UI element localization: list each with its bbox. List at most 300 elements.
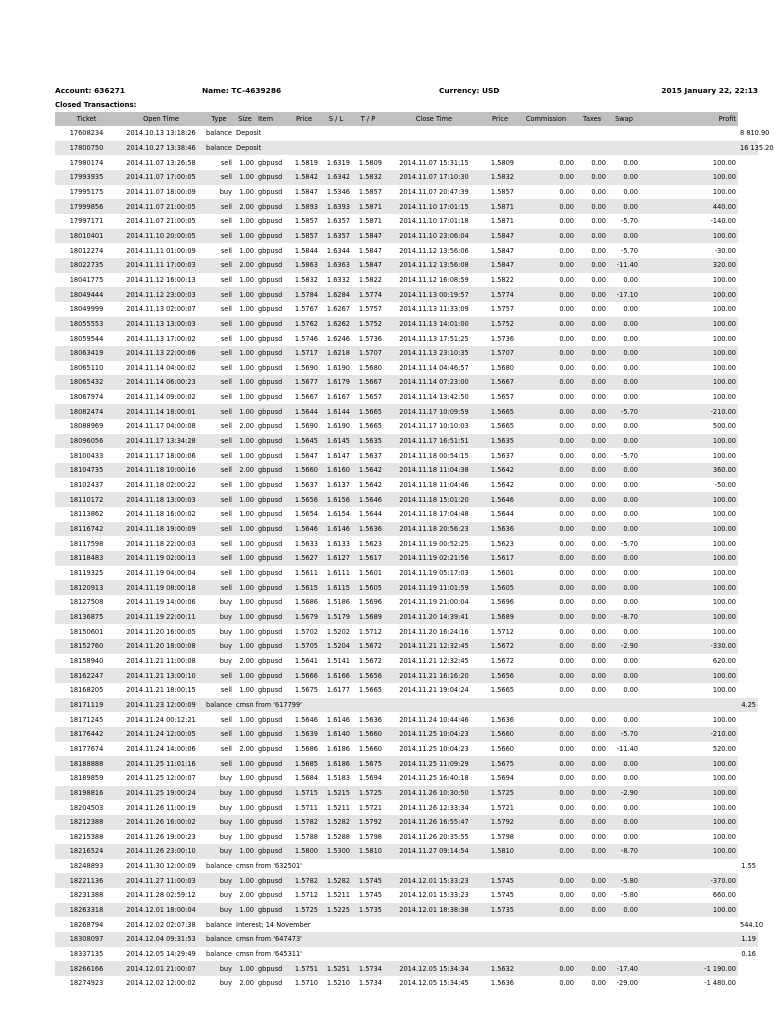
cell-swap: -5.70	[608, 536, 640, 551]
cell-profit: 500.00	[640, 419, 738, 434]
cell-size: 1.00	[234, 478, 256, 493]
cell-close-price: 1.5752	[484, 317, 516, 332]
trade-row	[55, 786, 758, 801]
cell-type: buy	[204, 595, 234, 610]
cell-open-time: 2014.11.26 23:00:10	[118, 844, 204, 859]
cell-open-time: 2014.11.25 12:00:07	[118, 771, 204, 786]
cell-open-time: 2014.11.12 23:00:03	[118, 287, 204, 302]
cell-stop-loss: 1.6357	[320, 214, 352, 229]
cell-profit: 440.00	[640, 199, 738, 214]
cell-swap	[640, 917, 738, 932]
cell-type: sell	[204, 551, 234, 566]
cell-stop-loss: 1.6344	[320, 243, 352, 258]
cell-size: 2.00	[234, 419, 256, 434]
cell-item: gbpusd	[256, 595, 288, 610]
cell-swap	[640, 126, 738, 141]
cell-open-time: 2014.11.19 08:00:18	[118, 580, 204, 595]
cell-commission: 0.00	[516, 536, 576, 551]
cell-open-time: 2014.11.27 11:00:03	[118, 873, 204, 888]
cell-size: 1.00	[234, 536, 256, 551]
cell-close-price: 1.5871	[484, 199, 516, 214]
cell-size: 1.00	[234, 522, 256, 537]
cell-size: 1.00	[234, 273, 256, 288]
cell-item: gbpusd	[256, 155, 288, 170]
cell-close-time: 2014.11.07 20:47:39	[384, 185, 484, 200]
cell-profit: 100.00	[640, 610, 738, 625]
cell-size: 2.00	[234, 976, 256, 991]
cell-commission: 0.00	[516, 551, 576, 566]
cell-swap: 0.00	[608, 361, 640, 376]
cell-commission: 0.00	[516, 771, 576, 786]
cell-close-price: 1.5644	[484, 507, 516, 522]
cell-close-price: 1.5857	[484, 185, 516, 200]
cell-commission: 0.00	[516, 786, 576, 801]
cell-ticket: 18248893	[55, 859, 118, 874]
cell-open-price: 1.5800	[288, 844, 320, 859]
cell-stop-loss: 1.6167	[320, 390, 352, 405]
cell-item: gbpusd	[256, 214, 288, 229]
cell-close-price: 1.5635	[484, 434, 516, 449]
cell-type: sell	[204, 346, 234, 361]
cell-profit: 100.00	[640, 273, 738, 288]
cell-close-time: 2014.11.21 12:32:45	[384, 639, 484, 654]
trade-row	[55, 361, 758, 376]
cell-ticket: 18049444	[55, 287, 118, 302]
cell-open-time: 2014.11.21 11:00:08	[118, 654, 204, 669]
cell-take-profit: 1.5871	[352, 214, 384, 229]
trade-row	[55, 961, 758, 976]
cell-close-price: 1.5672	[484, 639, 516, 654]
cell-type: sell	[204, 375, 234, 390]
cell-ticket: 18059544	[55, 331, 118, 346]
cell-size: 1.00	[234, 815, 256, 830]
cell-swap: 0.00	[608, 771, 640, 786]
cell-profit: 520.00	[640, 742, 738, 757]
cell-open-price: 1.5762	[288, 317, 320, 332]
cell-comment: cmsn from '645311'	[234, 947, 640, 962]
cell-type: sell	[204, 536, 234, 551]
cell-swap: 0.00	[608, 185, 640, 200]
cell-profit: 100.00	[640, 800, 738, 815]
cell-size: 1.00	[234, 170, 256, 185]
cell-swap: -8.70	[608, 844, 640, 859]
cell-item: gbpusd	[256, 302, 288, 317]
cell-close-price: 1.5810	[484, 844, 516, 859]
cell-profit: 100.00	[640, 566, 738, 581]
cell-close-price: 1.5657	[484, 390, 516, 405]
cell-ticket: 17608234	[55, 126, 118, 141]
trade-row	[55, 727, 758, 742]
cell-swap: 0.00	[608, 229, 640, 244]
cell-ticket: 18136875	[55, 610, 118, 625]
cell-close-time: 2014.12.05 15:34:34	[384, 961, 484, 976]
cell-ticket: 18127508	[55, 595, 118, 610]
cell-type: sell	[204, 199, 234, 214]
cell-stop-loss: 1.6342	[320, 170, 352, 185]
cell-size: 1.00	[234, 243, 256, 258]
cell-open-time: 2014.11.24 12:00:05	[118, 727, 204, 742]
cell-type: balance	[204, 141, 234, 156]
cell-open-time: 2014.12.05 14:29:49	[118, 947, 204, 962]
cell-item: gbpusd	[256, 830, 288, 845]
trade-row	[55, 683, 758, 698]
cell-type: sell	[204, 155, 234, 170]
cell-ticket: 18118483	[55, 551, 118, 566]
col-open-time: Open Time	[118, 112, 204, 126]
trade-row	[55, 317, 758, 332]
cell-close-price: 1.5665	[484, 683, 516, 698]
cell-taxes: 0.00	[576, 155, 608, 170]
cell-swap: 0.00	[608, 170, 640, 185]
cell-take-profit: 1.5617	[352, 551, 384, 566]
cell-ticket: 18162247	[55, 668, 118, 683]
cell-stop-loss: 1.6284	[320, 287, 352, 302]
cell-stop-loss: 1.5282	[320, 815, 352, 830]
cell-close-time: 2014.11.26 16:55:47	[384, 815, 484, 830]
cell-commission: 0.00	[516, 287, 576, 302]
cell-size: 1.00	[234, 448, 256, 463]
cell-size: 1.00	[234, 844, 256, 859]
cell-size: 2.00	[234, 199, 256, 214]
col-close-price: Price	[484, 112, 516, 126]
cell-commission: 0.00	[516, 448, 576, 463]
cell-take-profit: 1.5736	[352, 331, 384, 346]
trade-row	[55, 302, 758, 317]
cell-open-time: 2014.11.18 22:00:03	[118, 536, 204, 551]
trade-row	[55, 712, 758, 727]
cell-ticket: 18010401	[55, 229, 118, 244]
cell-swap	[640, 141, 738, 156]
cell-close-time: 2014.11.17 10:09:59	[384, 404, 484, 419]
cell-type: balance	[204, 859, 234, 874]
trade-row	[55, 800, 758, 815]
cell-stop-loss: 1.6137	[320, 478, 352, 493]
cell-taxes: 0.00	[576, 844, 608, 859]
cell-commission: 0.00	[516, 961, 576, 976]
cell-close-price: 1.5798	[484, 830, 516, 845]
cell-profit: 100.00	[640, 155, 738, 170]
cell-close-time: 2014.11.14 13:42:50	[384, 390, 484, 405]
cell-open-price: 1.5656	[288, 492, 320, 507]
cell-swap: 0.00	[608, 302, 640, 317]
cell-taxes: 0.00	[576, 639, 608, 654]
cell-stop-loss: 1.6146	[320, 712, 352, 727]
cell-stop-loss: 1.5225	[320, 903, 352, 918]
trade-row	[55, 610, 758, 625]
cell-close-price: 1.5623	[484, 536, 516, 551]
cell-stop-loss: 1.5288	[320, 830, 352, 845]
cell-item: gbpusd	[256, 434, 288, 449]
cell-profit: -210.00	[640, 727, 738, 742]
cell-take-profit: 1.5822	[352, 273, 384, 288]
trade-row	[55, 273, 758, 288]
cell-close-time: 2014.11.18 17:04:48	[384, 507, 484, 522]
cell-open-time: 2014.11.13 22:00:06	[118, 346, 204, 361]
cell-profit: 100.00	[640, 331, 738, 346]
cell-ticket: 18041775	[55, 273, 118, 288]
cell-close-time: 2014.12.05 15:34:45	[384, 976, 484, 991]
cell-close-time: 2014.12.01 18:38:38	[384, 903, 484, 918]
col-type: Type	[204, 112, 234, 126]
cell-take-profit: 1.5752	[352, 317, 384, 332]
cell-profit: -30.00	[640, 243, 738, 258]
cell-swap: 0.00	[608, 331, 640, 346]
cell-close-time: 2014.11.18 11:04:46	[384, 478, 484, 493]
cell-close-time: 2014.11.21 12:32:45	[384, 654, 484, 669]
cell-commission: 0.00	[516, 742, 576, 757]
trade-row	[55, 742, 758, 757]
cell-ticket: 18063419	[55, 346, 118, 361]
cell-close-time: 2014.11.19 05:17:03	[384, 566, 484, 581]
cell-item: gbpusd	[256, 551, 288, 566]
cell-taxes: 0.00	[576, 448, 608, 463]
cell-taxes: 0.00	[576, 492, 608, 507]
cell-size: 1.00	[234, 214, 256, 229]
cell-open-time: 2014.11.18 13:00:03	[118, 492, 204, 507]
cell-item: gbpusd	[256, 258, 288, 273]
cell-open-price: 1.5644	[288, 404, 320, 419]
cell-ticket: 18268794	[55, 917, 118, 932]
cell-stop-loss: 1.5346	[320, 185, 352, 200]
cell-close-time: 2014.11.12 13:56:08	[384, 258, 484, 273]
cell-open-price: 1.5844	[288, 243, 320, 258]
cell-close-price: 1.5642	[484, 478, 516, 493]
cell-commission: 0.00	[516, 404, 576, 419]
cell-ticket: 18168205	[55, 683, 118, 698]
cell-type: sell	[204, 317, 234, 332]
cell-take-profit: 1.5667	[352, 375, 384, 390]
cell-taxes: 0.00	[576, 742, 608, 757]
cell-close-time: 2014.11.13 17:51:25	[384, 331, 484, 346]
cell-type: sell	[204, 448, 234, 463]
cell-close-time: 2014.11.18 11:04:38	[384, 463, 484, 478]
cell-type: sell	[204, 478, 234, 493]
cell-type: sell	[204, 742, 234, 757]
cell-close-price: 1.5721	[484, 800, 516, 815]
cell-profit: -330.00	[640, 639, 738, 654]
cell-open-time: 2014.11.28 02:59:12	[118, 888, 204, 903]
cell-type: sell	[204, 302, 234, 317]
cell-close-time: 2014.11.25 10:04:23	[384, 742, 484, 757]
cell-stop-loss: 1.6177	[320, 683, 352, 698]
cell-profit: -210.00	[640, 404, 738, 419]
cell-item: gbpusd	[256, 331, 288, 346]
cell-comment: Deposit	[234, 126, 640, 141]
cell-item: gbpusd	[256, 463, 288, 478]
cell-open-time: 2014.11.12 16:00:13	[118, 273, 204, 288]
cell-item: gbpusd	[256, 522, 288, 537]
cell-size: 1.00	[234, 580, 256, 595]
cell-taxes: 0.00	[576, 873, 608, 888]
cell-commission: 0.00	[516, 683, 576, 698]
report-date: 2015 January 22, 22:13	[661, 86, 758, 95]
cell-close-price: 1.5680	[484, 361, 516, 376]
cell-take-profit: 1.5672	[352, 654, 384, 669]
cell-profit: 100.00	[640, 185, 738, 200]
cell-comment: cmsn from '617799'	[234, 698, 640, 713]
cell-swap: -2.90	[608, 639, 640, 654]
cell-ticket: 18082474	[55, 404, 118, 419]
cell-type: sell	[204, 727, 234, 742]
cell-close-time: 2014.11.26 12:33:34	[384, 800, 484, 815]
cell-close-price: 1.5617	[484, 551, 516, 566]
cell-type: balance	[204, 932, 234, 947]
cell-profit: 100.00	[640, 683, 738, 698]
cell-type: sell	[204, 683, 234, 698]
cell-take-profit: 1.5694	[352, 771, 384, 786]
cell-taxes: 0.00	[576, 375, 608, 390]
cell-size: 1.00	[234, 331, 256, 346]
cell-item: gbpusd	[256, 888, 288, 903]
cell-item: gbpusd	[256, 419, 288, 434]
cell-take-profit: 1.5646	[352, 492, 384, 507]
cell-open-time: 2014.12.04 09:31:53	[118, 932, 204, 947]
cell-stop-loss: 1.6218	[320, 346, 352, 361]
closed-transactions-table	[55, 112, 774, 991]
trade-row	[55, 830, 758, 845]
cell-open-time: 2014.11.20 16:00:05	[118, 624, 204, 639]
cell-open-time: 2014.11.19 14:00:06	[118, 595, 204, 610]
trade-row	[55, 214, 758, 229]
cell-profit: 100.00	[640, 302, 738, 317]
cell-open-time: 2014.11.13 17:00:02	[118, 331, 204, 346]
cell-close-time: 2014.11.19 21:00:04	[384, 595, 484, 610]
cell-open-time: 2014.11.07 21:00:05	[118, 199, 204, 214]
cell-take-profit: 1.5798	[352, 830, 384, 845]
cell-item: gbpusd	[256, 229, 288, 244]
cell-take-profit: 1.5660	[352, 727, 384, 742]
cell-size: 2.00	[234, 654, 256, 669]
cell-commission: 0.00	[516, 566, 576, 581]
cell-taxes: 0.00	[576, 551, 608, 566]
cell-item: gbpusd	[256, 624, 288, 639]
cell-take-profit: 1.5792	[352, 815, 384, 830]
cell-stop-loss: 1.6246	[320, 331, 352, 346]
cell-commission: 0.00	[516, 507, 576, 522]
cell-taxes: 0.00	[576, 507, 608, 522]
trade-row	[55, 976, 758, 991]
account-number: Account: 636271	[55, 86, 125, 95]
cell-commission: 0.00	[516, 331, 576, 346]
cell-taxes: 0.00	[576, 566, 608, 581]
cell-take-profit: 1.5689	[352, 610, 384, 625]
cell-close-price: 1.5696	[484, 595, 516, 610]
cell-type: buy	[204, 903, 234, 918]
col-item: Item	[256, 112, 288, 126]
cell-close-price: 1.5672	[484, 654, 516, 669]
trade-row	[55, 756, 758, 771]
cell-type: buy	[204, 654, 234, 669]
cell-type: sell	[204, 258, 234, 273]
cell-take-profit: 1.5871	[352, 199, 384, 214]
cell-open-price: 1.5684	[288, 771, 320, 786]
trade-row	[55, 463, 758, 478]
cell-close-time: 2014.11.17 10:10:03	[384, 419, 484, 434]
cell-size: 1.00	[234, 185, 256, 200]
cell-ticket: 18221136	[55, 873, 118, 888]
cell-swap: 0.00	[608, 654, 640, 669]
cell-profit: 100.00	[640, 844, 738, 859]
cell-commission: 0.00	[516, 185, 576, 200]
cell-swap: 0.00	[608, 624, 640, 639]
trade-row	[55, 346, 758, 361]
trade-row	[55, 448, 758, 463]
cell-taxes: 0.00	[576, 800, 608, 815]
cell-open-price: 1.5646	[288, 712, 320, 727]
cell-close-price: 1.5736	[484, 331, 516, 346]
cell-taxes: 0.00	[576, 478, 608, 493]
cell-close-price: 1.5694	[484, 771, 516, 786]
cell-swap: 0.00	[608, 199, 640, 214]
cell-ticket: 18113862	[55, 507, 118, 522]
cell-size: 1.00	[234, 639, 256, 654]
cell-stop-loss: 1.5186	[320, 595, 352, 610]
cell-open-price: 1.5679	[288, 610, 320, 625]
cell-swap: -11.40	[608, 258, 640, 273]
cell-comment: cmsn from '632501'	[234, 859, 640, 874]
cell-swap: 0.00	[608, 712, 640, 727]
cell-profit: 100.00	[640, 786, 738, 801]
cell-taxes: 0.00	[576, 815, 608, 830]
cell-take-profit: 1.5665	[352, 683, 384, 698]
cell-taxes: 0.00	[576, 214, 608, 229]
cell-profit: 1.19	[738, 932, 758, 947]
trade-row	[55, 639, 758, 654]
cell-commission: 0.00	[516, 830, 576, 845]
cell-close-time: 2014.11.17 16:51:51	[384, 434, 484, 449]
cell-take-profit: 1.5707	[352, 346, 384, 361]
cell-type: buy	[204, 800, 234, 815]
cell-commission: 0.00	[516, 727, 576, 742]
cell-take-profit: 1.5832	[352, 170, 384, 185]
trade-row	[55, 229, 758, 244]
trade-row	[55, 536, 758, 551]
cell-taxes: 0.00	[576, 243, 608, 258]
cell-ticket: 17995175	[55, 185, 118, 200]
cell-close-price: 1.5757	[484, 302, 516, 317]
cell-take-profit: 1.5675	[352, 756, 384, 771]
cell-taxes: 0.00	[576, 287, 608, 302]
cell-swap: 0.00	[608, 273, 640, 288]
cell-size: 1.00	[234, 727, 256, 742]
cell-taxes: 0.00	[576, 199, 608, 214]
cell-close-time: 2014.11.21 16:16:20	[384, 668, 484, 683]
col-close-time: Close Time	[384, 112, 484, 126]
cell-size: 1.00	[234, 771, 256, 786]
cell-size: 1.00	[234, 756, 256, 771]
cell-stop-loss: 1.5179	[320, 610, 352, 625]
cell-stop-loss: 1.6186	[320, 742, 352, 757]
cell-close-price: 1.5632	[484, 961, 516, 976]
cell-take-profit: 1.5734	[352, 976, 384, 991]
cell-profit: 100.00	[640, 624, 738, 639]
cell-commission: 0.00	[516, 346, 576, 361]
balance-row	[55, 859, 758, 874]
cell-swap: -17.10	[608, 287, 640, 302]
trade-row	[55, 595, 758, 610]
trade-row	[55, 551, 758, 566]
cell-take-profit: 1.5635	[352, 434, 384, 449]
balance-row	[55, 698, 758, 713]
cell-open-price: 1.5637	[288, 478, 320, 493]
cell-item: gbpusd	[256, 610, 288, 625]
cell-size: 1.00	[234, 566, 256, 581]
cell-open-price: 1.5725	[288, 903, 320, 918]
cell-ticket: 18171119	[55, 698, 118, 713]
cell-open-time: 2014.11.07 13:26:58	[118, 155, 204, 170]
cell-commission: 0.00	[516, 873, 576, 888]
table-header-row	[55, 112, 758, 126]
